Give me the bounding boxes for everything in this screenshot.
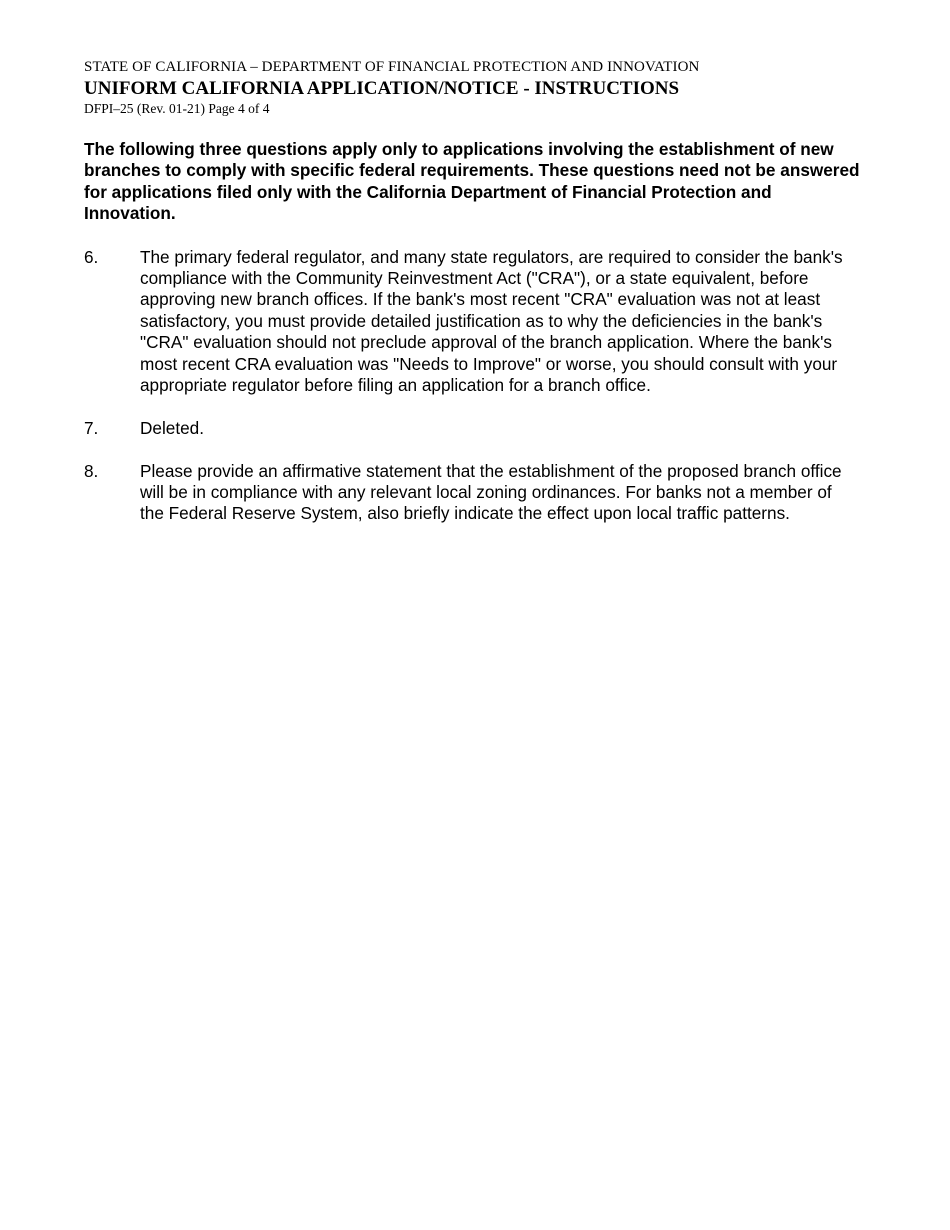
item-number: 6. bbox=[84, 246, 99, 267]
instruction-list bbox=[84, 247, 874, 525]
form-id: DFPI–25 (Rev. 01-21) Page 4 of 4 bbox=[84, 101, 270, 116]
item-text: Deleted. bbox=[140, 417, 205, 438]
item-number: 7. bbox=[84, 417, 99, 438]
intro-paragraph: The following three questions apply only to applications involving the establishment of new branches to comply with specific federal requirements. These questions need not be answered for applications filed only with the California Department of Financial Protection and Innovation. bbox=[84, 139, 860, 224]
instruction-item-7 bbox=[84, 418, 874, 439]
instruction-item-6 bbox=[84, 247, 874, 397]
instruction-item-8 bbox=[84, 461, 874, 525]
item-text: Please provide an affirmative statement that the establishment of the proposed branch office will be in compliance with any relevant local zoning ordinances. For banks not a member of the Federal Reserve System, also briefly indicate the effect upon local traffic patterns. bbox=[140, 460, 842, 524]
agency-header: STATE OF CALIFORNIA – DEPARTMENT OF FINANCIAL PROTECTION AND INNOVATION bbox=[84, 59, 700, 75]
form-title: UNIFORM CALIFORNIA APPLICATION/NOTICE - INSTRUCTIONS bbox=[84, 78, 680, 99]
item-text: The primary federal regulator, and many state regulators, are required to consider the bank's compliance with the Community Reinvestment Act ("CRA"), or a state equivalent, before approving new branch offices. If the bank's most recent "CRA" evaluation was not at least satisfactory, you must provide detailed justification as to why the deficiencies in the bank's "CRA" evaluation should not preclude approval of the branch application. Where the bank's most recent CRA evaluation was "Needs to Improve" or worse, you should consult with your appropriate regulator before filing an application for a branch office. bbox=[140, 246, 843, 396]
document-page bbox=[84, 57, 874, 546]
item-number: 8. bbox=[84, 460, 99, 481]
